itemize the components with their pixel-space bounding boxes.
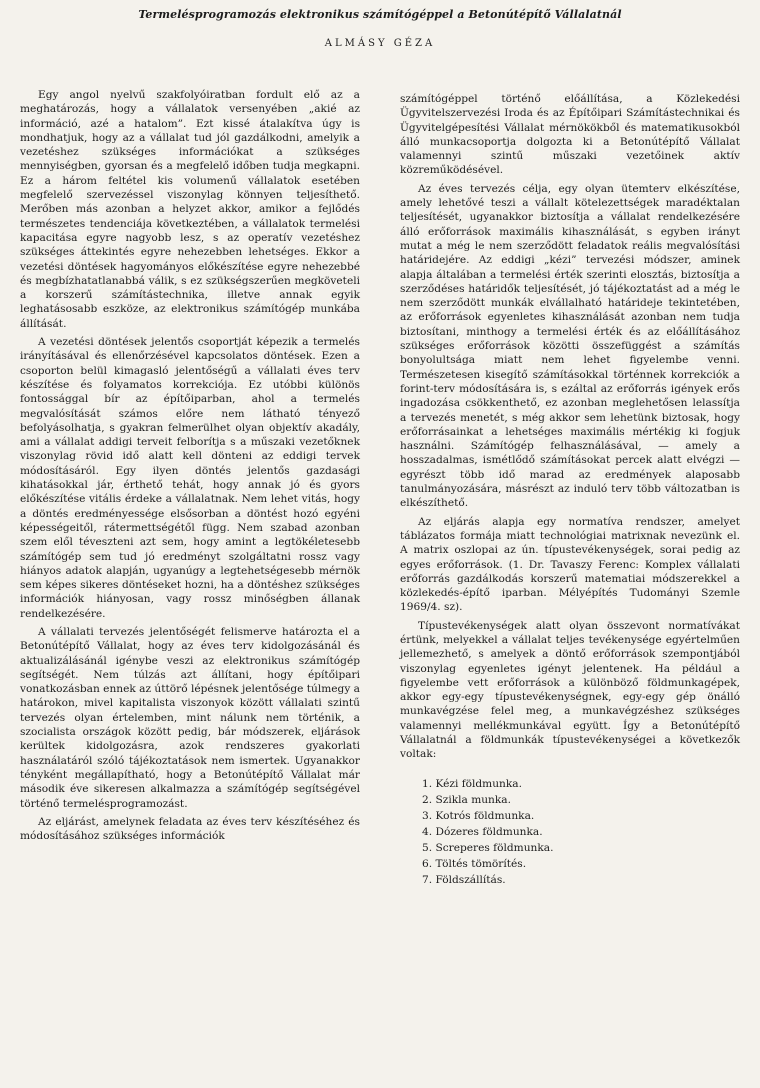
paragraph: A vezetési döntések jelentős csoportját képezik a termelés irányításával és ellenőrzésével kapcsolatos döntések. Ezen a csoporton belül kimagasló jelentőségű a vállalati éves terv készítése és folyamatos korrekciója. Ez utóbbi különös fontossággal bír az építőiparban, ahol a termelés megvalósítását számos előre nem látható tényező befolyásolhatja, s gyakran felmerülhet olyan objektív akadály, ami a vállalat addigi terveit felborítja s a műszaki vezetőknek viszonylag rövid idő alatt kell dönteni az eddigi tervek módosításáról. Egy ilyen döntés jelentős gazdasági kihatásokkal jár, érthető tehát, hogy annak jó és gyors előkészítése vitális érdeke a vállalatnak. Nem lehet vitás, hogy a döntés eredményessége elsősorban a döntést hozó egyéni képességeitől, rátermettségétől függ. Nem szabad azonban szem elől téveszteni azt sem, hogy amint a legtökéletesebb számítógép sem tud jó eredményt szolgáltatni rossz vagy hiányos adatok alapján, ugyanúgy a legtehetségesebb mérnök sem képes sikeres döntéseket hozni, ha a döntéshez szükséges információk hiányosan, vagy rossz minőségben állanak rendelkezésére. [20,336,360,620]
list-item: 4. Dózeres földmunka. [422,825,543,838]
paragraph: Típustevékenységek alatt olyan összevont normatívákat értünk, melyekkel a vállalat teljes tevékenysége egyértelműen jellemezhető, s amelyek a döntő erőforrások szempontjából viszonylag egyenletes igényt jelentenek. Ha például a figyelembe vett erőforrások a különböző földmunkagépek, akkor egy-egy típustevékenységnek, egy-egy gép önálló munkavégzése felel meg, a munkavégzéshez szükséges valamennyi mellékmunkával együtt. Így a Betonútépítő Vállalatnál a földmunkák típustevékenységei a következők voltak: [400,619,740,761]
paragraph: Egy angol nyelvű szakfolyóiratban fordult elő az a meghatározás, hogy a vállalatok versenyében „akié az információ, azé a hatalom”. Ezt kissé átalakítva úgy is mondhatjuk, hogy az a vállalat tud jól gazdálkodni, amelyik a vezetéshez szükséges információkat a szükséges mennyiségben, gyorsan és a megfelelő időben tudja megkapni. Ez a három feltétel kis volumenű vállalatok esetében megfelelő szervezéssel viszonylag könnyen teljesíthető. Merőben más azonban a helyzet akkor, amikor a fejlődés természetes tendenciája következtében, a vállalatok termelési kapacitása egyre nagyobb lesz, s az operatív vezetéshez szükséges áttekintés egyre nehezebben lehetséges. Ekkor a vezetési döntések hagyományos előkészítése egyre nehezebbé és megbízhatatlanabbá válik, s ez szükségszerűen megköveteli a korszerű számítástechnika, illetve annak egyik leghatásosabb eszköze, az elektronikus számítógép munkába állítását. [20,89,360,330]
paragraph: A vállalati tervezés jelentőségét felismerve határozta el a Betonútépítő Vállalat, hogy az éves terv kidolgozásánál és aktualizálásánál igénybe veszi az elektronikus számítógép segítségét. Nem túlzás azt állítani, hogy építőipari vonatkozásban ennek az úttörő lépésnek jelentősége túlmegy a határokon, mivel kapitalista viszonyok között vállalati szintű tervezés olyan értelemben, mint nálunk nem történik, a szocialista országok között pedig, bár módszerek, eljárások kerültek kidolgozásra, azok rendszeres gyakorlati használatáról szóló tájékoztatások nem ismertek. Ugyanakkor tényként megállapítható, hogy a Betonútépítő Vállalat már második éve sikeresen alkalmazza a számítógép segítségével történő termelésprogramozást. [20,625,360,810]
paragraph: Az eljárást, amelynek feladata az éves terv készítéséhez és módosításához szükséges információk [20,815,360,843]
article-author: ALMÁSY GÉZA [324,38,436,49]
activity-type-list [400,776,740,888]
list-item: 1. Kézi földmunka. [422,777,522,790]
paragraph: Az eljárás alapja egy normatíva rendszer, amelyet táblázatos formája miatt technológiai matrixnak nevezünk el. A matrix oszlopai az ún. típustevékenységek, sorai pedig az egyes erőforrások. (1. Dr. Tavaszy Ferenc: Komplex vállalati erőforrás gazdálkodás korszerű matematiai módszerekkel a közlekedés-építő iparban. Mélyépítés Tudományi Szemle 1969/4. sz). [400,515,740,614]
left-column [20,88,360,847]
article-title: Termelésprogramozás elektronikus számítógéppel a Betonútépítő Vállalatnál [138,8,622,21]
list-item: 6. Töltés tömörítés. [422,857,527,870]
paragraph-continuation: számítógéppel történő előállítása, a Közlekedési Ügyvitelszervezési Iroda és az Építőipari Számítástechnikai és Ügyvitelgépesítési Vállalat mérnökökből és matematikusokból álló munkacsoportja dolgozta ki a Betonútépítő Vállalat valamennyi szintű műszaki vezetőinek aktív közreműködésével. [400,93,740,177]
list-item: 5. Screperes földmunka. [422,841,554,854]
list-item: 7. Földszállítás. [422,873,506,886]
paragraph: Az éves tervezés célja, egy olyan ütemterv elkészítése, amely lehetővé teszi a vállalt kötelezettségek maradéktalan teljesítését, ugyanakkor biztosítja a vállalat rendelkezésére álló erőforrások maximális kihasználását, s egyben irányt mutat a még le nem szerződött feladatok reális megvalósítási határidejére. Az eddigi „kézi” tervezési módszer, aminek alapja általában a termelési érték szerinti elosztás, biztosítja a szerződéses határidők teljesítését, jó tájékoztatást ad a még le nem szerződött munkák elvállalható határideje tekintetében, az erőforrások egyenletes kihasználását azonban nem tudja biztosítani, minthogy a termelési érték és az előállításához szükséges erőforrások közötti összefüggést a számítás bonyolultsága miatt nem lehet figyelembe venni. Természetesen kisegítő számításokkal történnek korrekciók a forint-terv módosítására is, s ezáltal az erőforrás igények erős ingadozása csökkenthető, ez azonban meglehetősen lelassítja a tervezés menetét, s még akkor sem lehetünk biztosak, hogy erőforrásainkat a lehetséges maximális mértékig ki fogjuk használni. Számítógép felhasználásával, — amely a hosszadalmas, ismétlődő számításokat percek alatt elvégzi — egyrészt több idő marad az eredmények alaposabb tanulmányozására, másrészt az induló terv több változatban is elkészíthető. [400,182,740,510]
list-item: 3. Kotrós földmunka. [422,809,535,822]
right-column [400,92,740,888]
list-item: 2. Szikla munka. [422,793,511,806]
